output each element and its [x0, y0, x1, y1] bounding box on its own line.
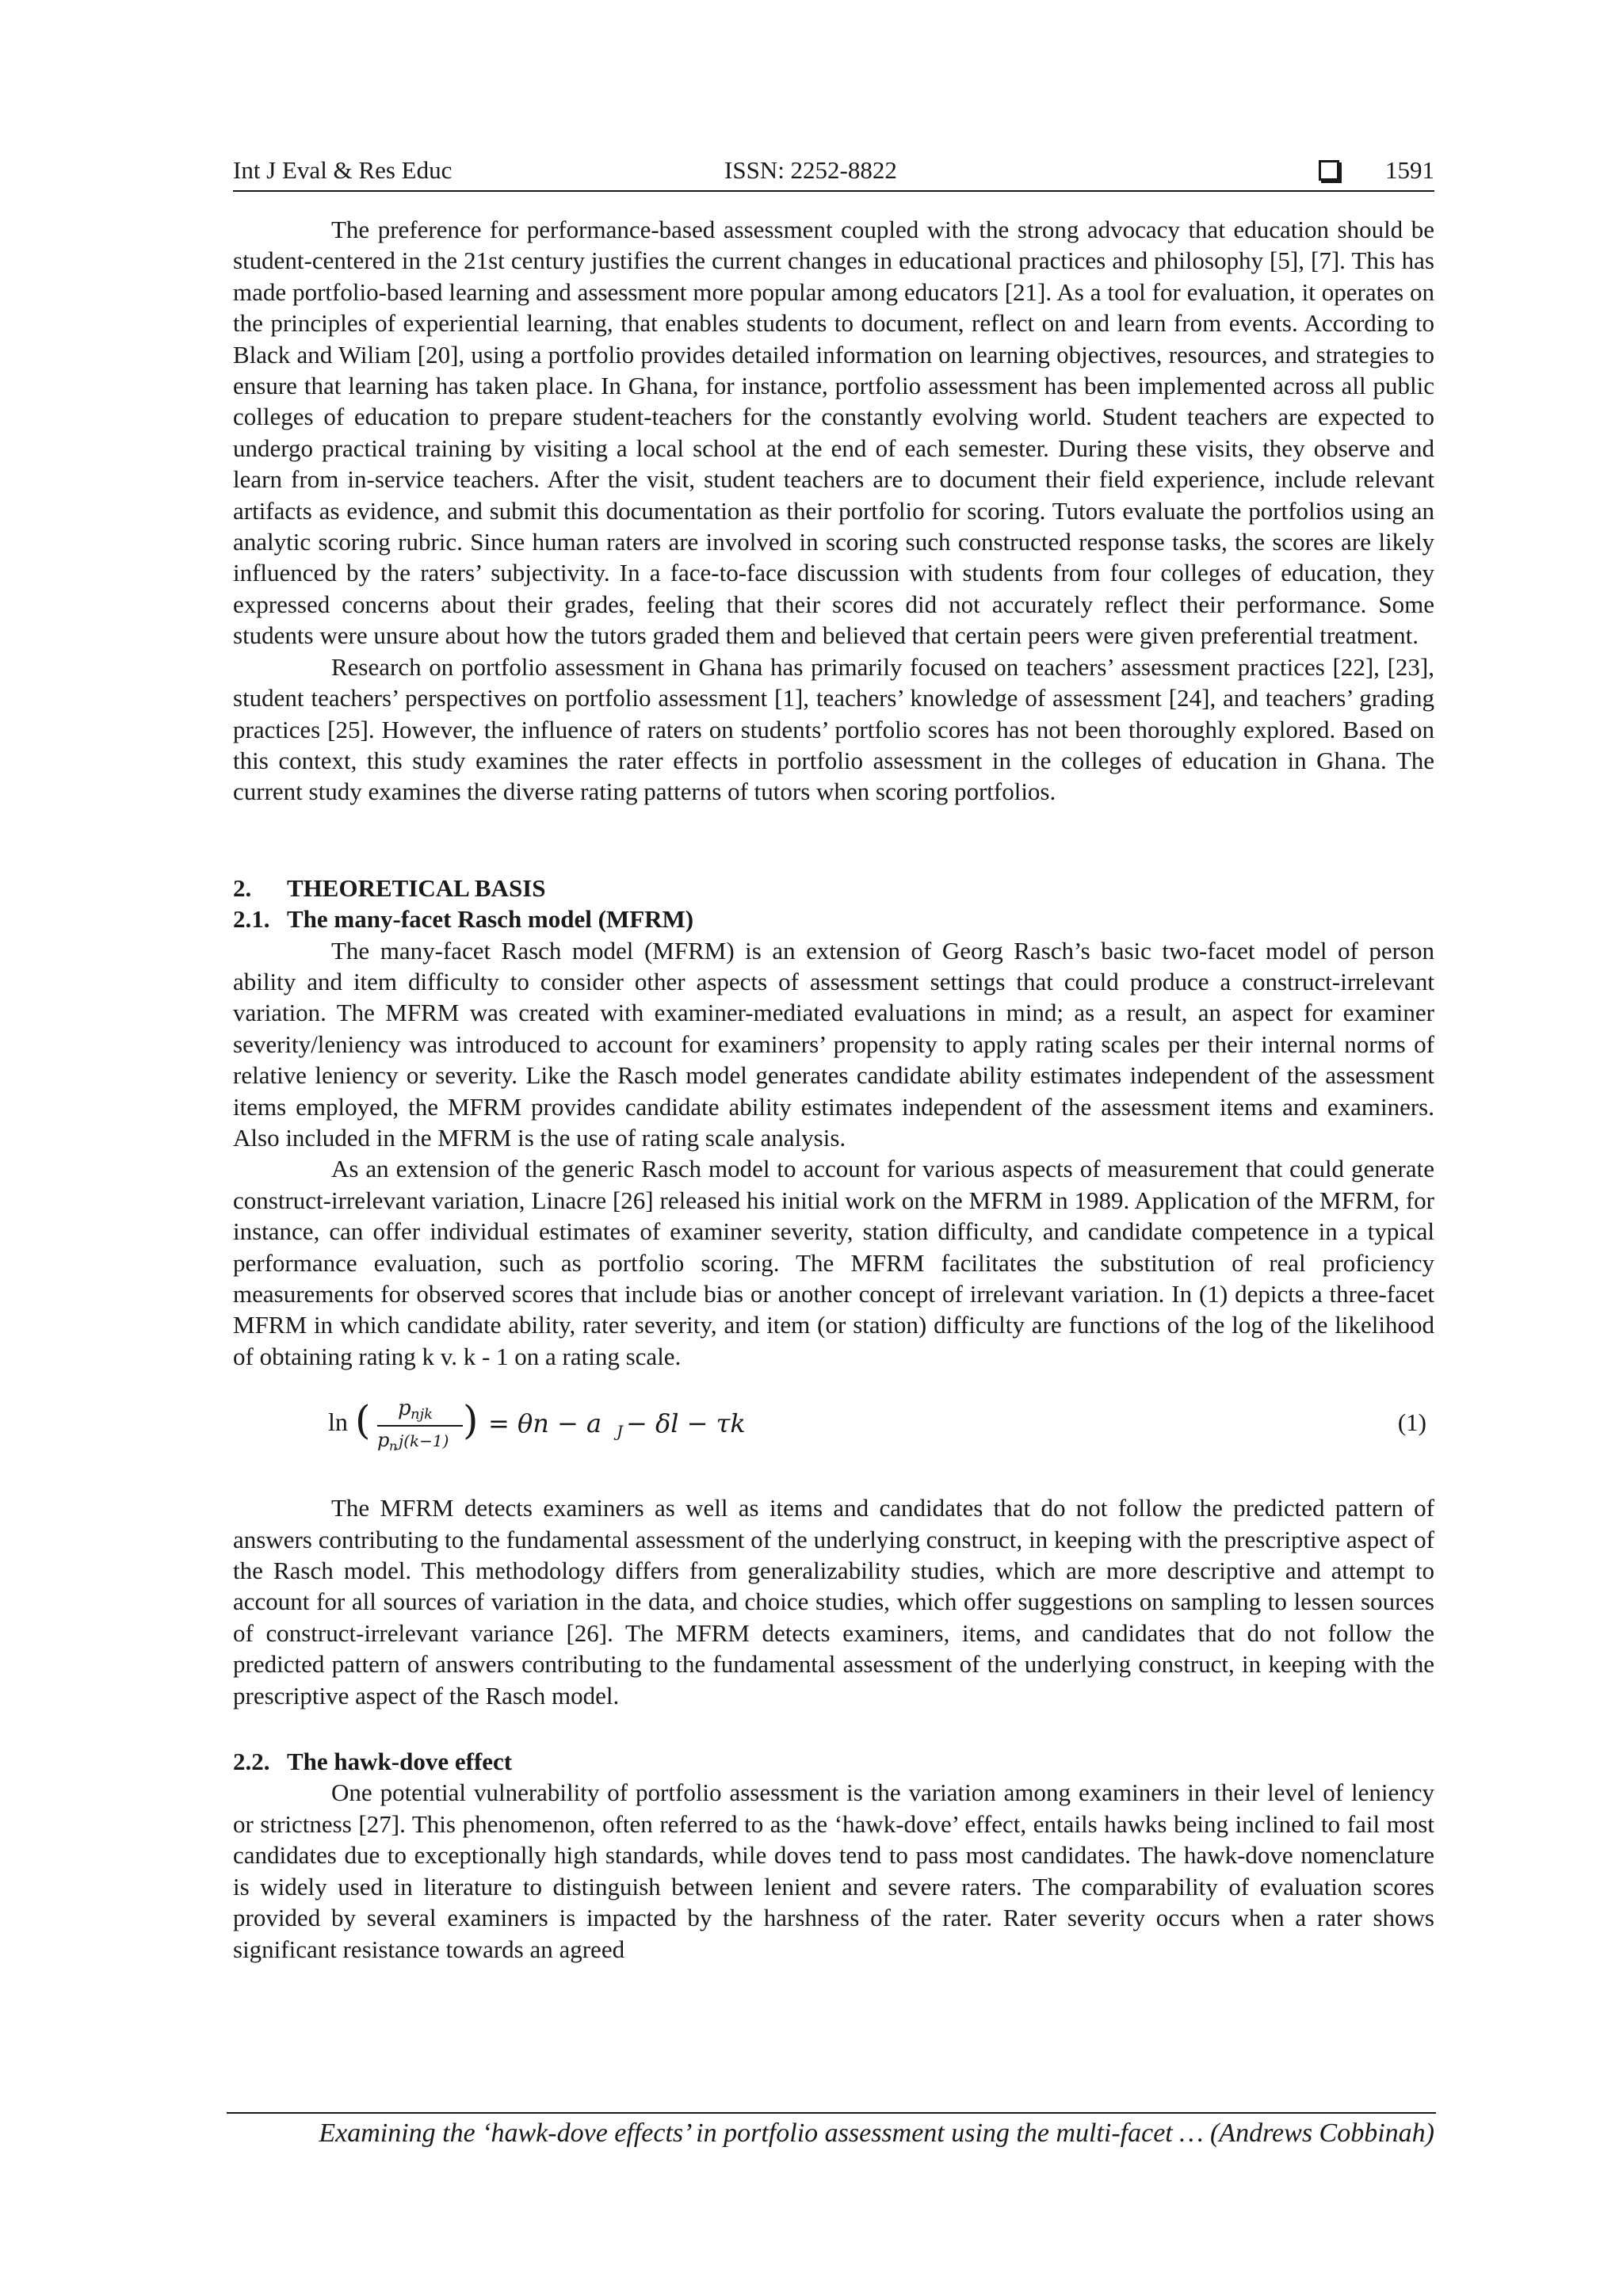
eq-right-paren: ) — [463, 1397, 479, 1444]
page-number: 1591 — [1385, 156, 1434, 184]
subsection-title: The many-facet Rasch model (MFRM) — [287, 905, 694, 934]
section-heading — [233, 873, 1434, 904]
subsection-heading — [233, 904, 1434, 934]
header-divider — [233, 190, 1434, 192]
equation-number: (1) — [1397, 1408, 1426, 1437]
section-number: 2. — [233, 873, 252, 902]
subsection-number: 2.2. — [233, 1748, 270, 1776]
equation-graphic — [328, 1391, 804, 1453]
paragraph-hawk-dove: One potential vulnerability of portfolio assessment is the variation among examiners in their level of leniency or strictness [27]. This phenomenon, often referred to as the ‘hawk-dove’ effect, entails hawks being inclined to fail most candidates due to exceptionally high standards, while doves tend to pass most candidates. The hawk-dove nomenclature is widely used in literature to distinguish between lenient and severe raters. The comparability of evaluation scores provided by several examiners is impacted by the harshness of the rater. Rater severity occurs when a rater shows significant resistance towards an agreed — [233, 1778, 1434, 1963]
eq-left-paren: ( — [355, 1397, 371, 1444]
eq-denominator: p — [377, 1429, 390, 1452]
subsection-heading — [233, 1746, 1434, 1777]
paragraph-mfrm-2: As an extension of the generic Rasch model to account for various aspects of measurement that could generate construct-irrelevant variation, Linacre [26] released his initial work on the MFRM in 1989. Application of the MFRM, for instance, can offer individual estimates of examiner severity, station difficulty, and candidate competence in a typical performance evaluation, such as portfolio scoring. The MFRM facilitates the substitution of real proficiency measurements for observed scores that include bias or another concept of irrelevant variation. In (1) depicts a three-facet MFRM in which candidate ability, rater severity, and item (or station) difficulty are functions of the log of the likelihood of obtaining rating k v. k - 1 on a rating scale. — [233, 1155, 1434, 1370]
subsection-number: 2.1. — [233, 905, 270, 934]
paragraph-mfrm-1: The many-facet Rasch model (MFRM) is an extension of Georg Rasch’s basic two-facet model of person ability and item difficulty to consider other aspects of assessment settings that could produce a construct-irrelevant variation. The MFRM was created with examiner-mediated evaluations in mind; as a result, an aspect for examiner severity/leniency was introduced to account for examiners’ propensity to apply rating scales per their internal norms of relative leniency or severity. Like the Rasch model generates candidate ability estimates independent of the assessment items employed, the MFRM provides candidate ability estimates independent of the assessment items and examiners. Also included in the MFRM is the use of rating scale analysis. — [233, 936, 1434, 1152]
paragraph-intro-1: The preference for performance-based assessment coupled with the strong advocacy that education should be student-centered in the 21st century justifies the current changes in educational practices and philosophy [5], [7]. This has made portfolio-based learning and assessment more popular among educators [21]. As a tool for evaluation, it operates on the principles of experiential learning, that enables students to document, reflect on and learn from events. According to Black and Wiliam [20], using a portfolio provides detailed information on learning objectives, resources, and strategies to ensure that learning has taken place. In Ghana, for instance, portfolio assessment has been implemented across all public colleges of education to prepare student-teachers for the constantly evolving world. Student teachers are expected to undergo practical training by visiting a local school at the end of each semester. During these visits, they observe and learn from in-service teachers. After the visit, student teachers are to document their field experience, include relevant artifacts as evidence, and submit this documentation as their portfolio for scoring. Tutors evaluate the portfolios using an analytic scoring rubric. Since human raters are involved in scoring such constructed response tasks, the scores are likely influenced by the raters’ subjectivity. In a face-to-face discussion with students from four colleges of education, they expressed concerns about their grades, feeling that their scores did not accurately reflect their performance. Some students were unsure about how the tutors graded them and believed that certain peers were given preferential treatment. — [233, 216, 1434, 650]
eq-rhs: = θn − a — [488, 1408, 602, 1439]
eq-ln: ln — [328, 1408, 348, 1437]
eq-numerator-sub: njk — [411, 1406, 433, 1423]
subsection-title: The hawk-dove effect — [287, 1748, 513, 1776]
eq-rhs-sub: J — [617, 1422, 624, 1442]
equation-1 — [233, 1391, 1434, 1453]
paragraph-intro-2: Research on portfolio assessment in Ghana has primarily focused on teachers’ assessment practices [22], [23], student teachers’ perspectives on portfolio assessment [1], teachers’ knowledge of assessment [24], and teachers’ grading practices [25]. However, the influence of raters on students’ portfolio scores has not been thoroughly explored. Based on this context, this study examines the rater effects in portfolio assessment in the colleges of education in Ghana. The current study examines the diverse rating patterns of tutors when scoring portfolios. — [233, 652, 1434, 806]
section-title: THEORETICAL BASIS — [287, 873, 546, 902]
issn: ISSN: 2252-8822 — [724, 156, 897, 184]
checkbox-icon — [1319, 160, 1339, 181]
eq-numerator: p — [398, 1396, 411, 1421]
eq-denominator-mid: j(k−1) — [399, 1431, 449, 1451]
main-text — [233, 214, 1434, 1965]
paragraph-mfrm-3: The MFRM detects examiners as well as items and candidates that do not follow the predicted pattern of answers contributing to the fundamental assessment of the underlying construct, in keeping with the prescriptive aspect of the Rasch model. This methodology differs from generalizability studies, which are more descriptive and attempt to account for all sources of variation in the data, and choice studies, which offer suggestions on sampling to lessen sources of construct-irrelevant variance [26]. The MFRM detects examiners, items, and candidates that do not follow the predicted pattern of answers contributing to the fundamental assessment of the underlying construct, in keeping with the prescriptive aspect of the Rasch model. — [233, 1494, 1434, 1710]
eq-rhs-tail: − δl − τk — [626, 1408, 746, 1439]
eq-denominator-sub: n — [389, 1438, 398, 1454]
journal-name: Int J Eval & Res Educ — [233, 156, 453, 184]
running-footer: Examining the ‘hawk-dove effects’ in portfolio assessment using the multi-facet … (Andrews Cobbinah) — [319, 2118, 1434, 2148]
footer-divider — [227, 2112, 1436, 2114]
page-header — [233, 155, 1434, 193]
